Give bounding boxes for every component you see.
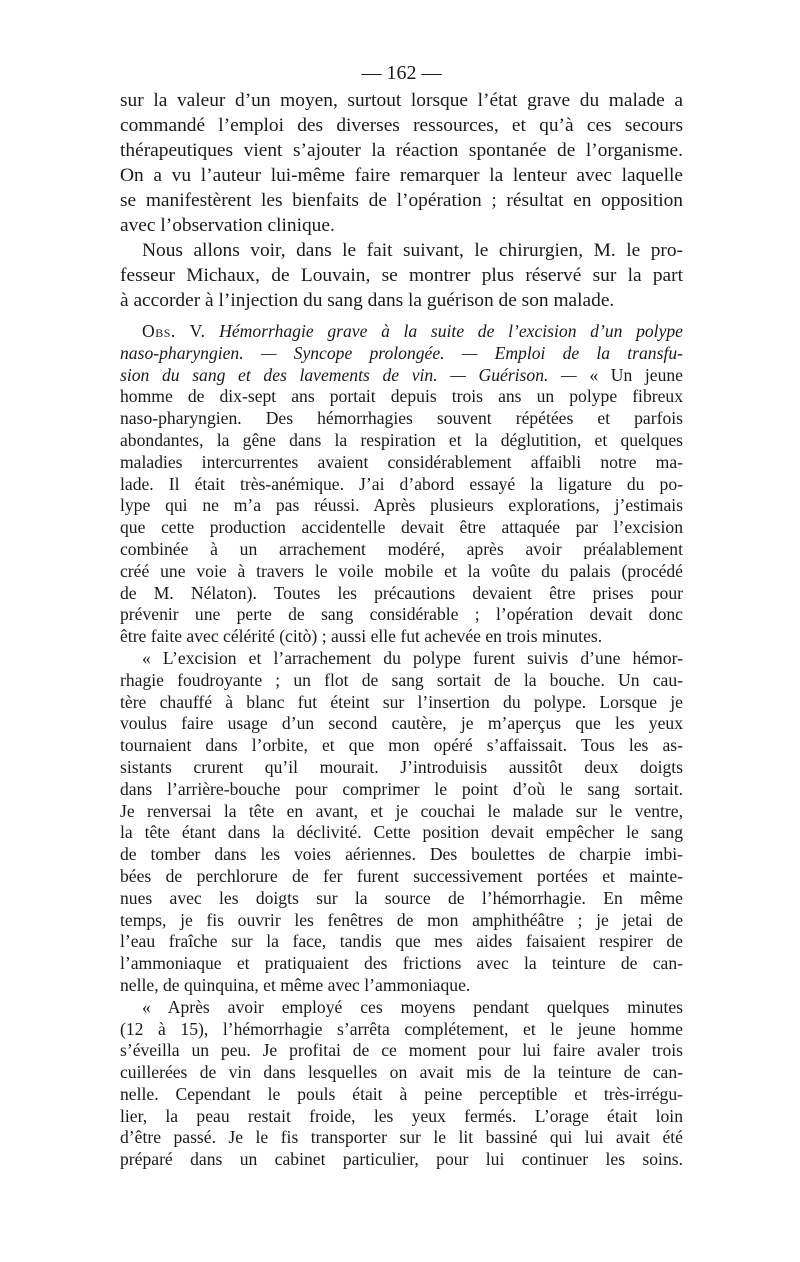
observation-heading-line: [120, 365, 683, 387]
text-line: « L’excision et l’arrachement du polype furent suivis d’une hémor-: [142, 647, 683, 668]
text-line: bées de perchlorure de fer furent successivement portées et mainte-: [120, 865, 683, 886]
text-line: préparé dans un cabinet particulier, pour lui continuer les soins.: [120, 1149, 683, 1170]
text-line: combinée à un arrachement modéré, après avoir préalablement: [120, 538, 683, 559]
text-line: à accorder à l’injection du sang dans la guérison de son malade.: [120, 290, 615, 311]
text-line: de M. Nélaton). Toutes les précautions devaient être prises pour: [120, 582, 683, 603]
text-line: maladies intercurrentes avaient considérablement affaibli notre ma-: [120, 451, 683, 472]
observation-text-start: « Un jeune: [589, 364, 683, 385]
text-line: de tomber dans les voies aériennes. Des boulettes de charpie imbi-: [120, 844, 683, 865]
text-line: la tête étant dans la déclivité. Cette position devait empêcher le sang: [120, 822, 683, 843]
text-line: rhagie foudroyante ; un flot de sang sortait de la bouche. Un cau-: [120, 669, 683, 690]
paragraph-recovery: [120, 997, 683, 1171]
text-line: lype qui ne m’a pas réussi. Après plusieurs explorations, j’estimais: [120, 495, 683, 516]
text-line: thérapeutiques vient s’ajouter la réaction spontanée de l’organisme.: [120, 140, 683, 161]
paragraph-michaux: [120, 238, 683, 313]
text-line: sur la valeur d’un moyen, surtout lorsque l’état grave du malade a: [120, 90, 683, 111]
text-line: voulus faire usage d’un second cautère, je m’aperçus que les yeux: [120, 713, 683, 734]
text-line: dans l’arrière-bouche pour comprimer le point d’où le sang sortait.: [120, 778, 683, 799]
text-line: nelle, de quinquina, et même avec l’ammoniaque.: [120, 974, 471, 995]
text-line: cuillerées de vin dans lesquelles on avait mis de la teinture de can-: [120, 1062, 683, 1083]
intro-paragraph: [120, 88, 683, 238]
text-line: nues avec les doigts sur la source de l’hémorrhagie. En même: [120, 887, 683, 908]
observation-heading-line: [120, 321, 683, 343]
text-line: tère chauffé à blanc fut éteint sur l’insertion du polype. Lorsque je: [120, 691, 683, 712]
paragraph-hemorrhage: [120, 648, 683, 997]
text-line: sistants crurent qu’il mourait. J’introduisis aussitôt deux doigts: [120, 756, 683, 777]
text-line: l’eau fraîche sur la face, tandis que mes aides faisaient respirer de: [120, 931, 683, 952]
text-line: l’ammoniaque et pratiquaient des frictions avec la teinture de can-: [120, 953, 683, 974]
observation-title: Hémorrhagie grave à la suite de l’excision d’un polype: [219, 321, 683, 341]
observation-v: [120, 321, 683, 648]
text-line: que cette production accidentelle devait être attaquée par l’excision: [120, 517, 683, 538]
text-line: lade. Il était très-anémique. J’ai d’abord essayé la ligature du po-: [120, 473, 683, 494]
observation-label: Obs. V.: [142, 321, 206, 341]
text-line: homme de dix-sept ans portait depuis trois ans un polype fibreux: [120, 386, 683, 407]
text-line: tournaient dans l’orbite, et que mon opéré s’affaissait. Tous les as-: [120, 735, 683, 756]
observation-title-end: sion du sang et des lavements de vin. — Guérison. —: [120, 364, 577, 385]
book-page: [120, 58, 683, 1171]
observation-heading-line: naso-pharyngien. — Syncope prolongée. — Emploi de la transfu-: [120, 342, 683, 363]
text-line: On a vu l’auteur lui-même faire remarquer la lenteur avec laquelle: [120, 165, 683, 186]
text-line: commandé l’emploi des diverses ressources, et qu’à ces secours: [120, 115, 683, 136]
text-line: abondantes, la gêne dans la respiration et la déglutition, et quelques: [120, 429, 683, 450]
text-line: « Après avoir employé ces moyens pendant quelques minutes: [142, 996, 683, 1017]
text-line: temps, je fis ouvrir les fenêtres de mon amphithéâtre ; je jetai de: [120, 909, 683, 930]
text-line: (12 à 15), l’hémorrhagie s’arrêta complétement, et le jeune homme: [120, 1018, 683, 1039]
text-line: s’éveilla un peu. Je profitai de ce moment pour lui faire avaler trois: [120, 1040, 683, 1061]
text-line: d’être passé. Je le fis transporter sur le lit bassiné qui lui avait été: [120, 1127, 683, 1148]
text-line: Je renversai la tête en avant, et je couchai le malade sur le ventre,: [120, 800, 683, 821]
text-line: Nous allons voir, dans le fait suivant, le chirurgien, M. le pro-: [142, 240, 683, 261]
text-line: avec l’observation clinique.: [120, 215, 335, 236]
text-line: se manifestèrent les bienfaits de l’opération ; résultat en opposition: [120, 190, 683, 211]
text-line: prévenir une perte de sang considérable ; l’opération devait donc: [120, 604, 683, 625]
text-line: nelle. Cependant le pouls était à peine perceptible et très-irrégu-: [120, 1083, 683, 1104]
text-line: créé une voie à travers le voile mobile et la voûte du palais (procédé: [120, 560, 683, 581]
text-line: être faite avec célérité (citò) ; aussi elle fut achevée en trois minutes.: [120, 626, 603, 647]
text-line: fesseur Michaux, de Louvain, se montrer plus réservé sur la part: [120, 265, 683, 286]
text-line: lier, la peau restait froide, les yeux fermés. L’orage était loin: [120, 1105, 683, 1126]
page-number: — 162 —: [361, 62, 442, 84]
text-line: naso-pharyngien. Des hémorrhagies souvent répétées et parfois: [120, 408, 683, 429]
